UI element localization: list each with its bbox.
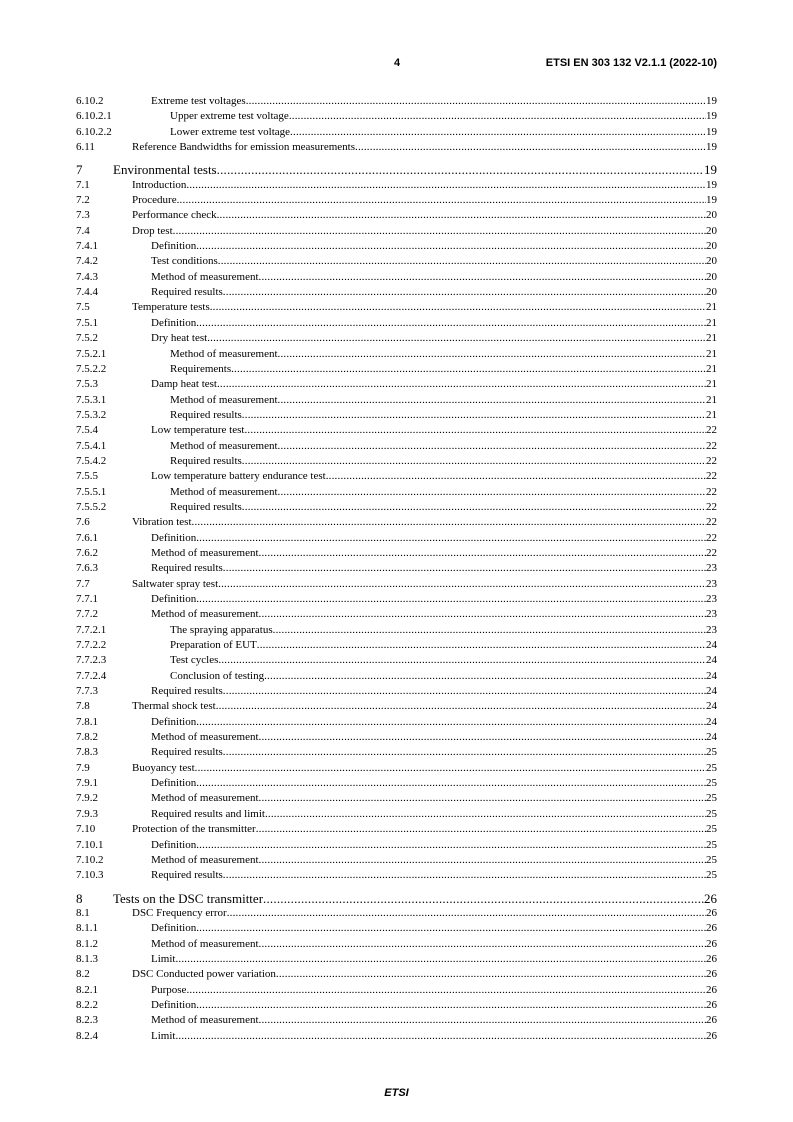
toc-entry[interactable]: 8.1 DSC Frequency error ..... 26 xyxy=(76,906,717,921)
toc-entry-title: Definition xyxy=(151,240,197,253)
toc-dot-leader xyxy=(263,891,704,906)
toc-entry-page: 21 xyxy=(706,301,717,314)
toc-dot-leader xyxy=(326,469,706,484)
toc-entry-page: 26 xyxy=(706,968,717,981)
toc-entry[interactable]: 7.4.1 Definition ..... 20 xyxy=(76,239,717,254)
toc-dot-leader xyxy=(186,983,706,998)
toc-entry-title: Environmental tests xyxy=(113,162,217,178)
toc-entry-title: Dry heat test xyxy=(151,332,208,345)
toc-dot-leader xyxy=(196,316,706,331)
toc-entry-title: Required results and limit xyxy=(151,807,265,820)
toc-dot-leader xyxy=(256,822,706,837)
toc-dot-leader xyxy=(259,791,706,806)
toc-entry-page: 22 xyxy=(706,485,717,498)
toc-dot-leader xyxy=(217,377,706,392)
toc-entry[interactable]: 7.2 Procedure ..... 19 xyxy=(76,193,717,208)
toc-dot-leader xyxy=(192,515,706,530)
toc-entry-title: Required results xyxy=(151,562,223,575)
footer-etsi: ETSI xyxy=(384,1087,409,1099)
toc-entry[interactable]: 7.5.3.1 Method of measurement ..... 21 xyxy=(76,393,717,408)
toc-dot-leader xyxy=(278,439,706,454)
toc-entry-title: The spraying apparatus xyxy=(170,623,273,636)
toc-dot-leader xyxy=(278,485,706,500)
toc-entry[interactable]: 7.8.3 Required results ..... 25 xyxy=(76,745,717,760)
toc-dot-leader xyxy=(223,285,706,300)
toc-dot-leader xyxy=(217,162,704,177)
toc-entry[interactable]: 7.7.2 Method of measurement ..... 23 xyxy=(76,607,717,622)
toc-dot-leader xyxy=(278,347,706,362)
toc-entry[interactable]: 7.8 Thermal shock test ..... 24 xyxy=(76,699,717,714)
toc-entry-page: 22 xyxy=(706,439,717,452)
toc-entry-title: Required results xyxy=(170,454,242,467)
toc-dot-leader xyxy=(276,967,706,982)
toc-entry-page: 20 xyxy=(706,224,717,237)
toc-entry[interactable]: 7.10.1 Definition ..... 25 xyxy=(76,838,717,853)
toc-dot-leader xyxy=(223,868,706,883)
toc-entry-page: 20 xyxy=(706,255,717,268)
toc-entry[interactable]: 6.10.2.1 Upper extreme test voltage ..... 19 xyxy=(76,109,717,124)
toc-entry-page: 25 xyxy=(706,823,717,836)
toc-entry-page: 21 xyxy=(706,362,717,375)
toc-entry[interactable]: 8.2 DSC Conducted power variation ..... 26 xyxy=(76,967,717,982)
toc-dot-leader xyxy=(210,300,706,315)
toc-entry-page: 22 xyxy=(706,424,717,437)
toc-dot-leader xyxy=(223,684,706,699)
toc-dot-leader xyxy=(196,239,706,254)
toc-entry-page: 20 xyxy=(706,209,717,222)
toc-entry-title: Method of measurement xyxy=(151,546,259,559)
toc-entry[interactable]: 7.7.1 Definition ..... 23 xyxy=(76,592,717,607)
toc-entry-page: 19 xyxy=(704,162,717,178)
toc-entry-title: Method of measurement xyxy=(151,270,259,283)
toc-entry[interactable]: 6.10.2 Extreme test voltages ..... 19 xyxy=(76,94,717,109)
toc-entry-page: 24 xyxy=(706,685,717,698)
toc-entry-title: Preparation of EUT xyxy=(170,639,257,652)
toc-dot-leader xyxy=(218,653,706,668)
toc-entry[interactable]: 7.3 Performance check ..... 20 xyxy=(76,208,717,223)
toc-dot-leader xyxy=(186,178,706,193)
toc-dot-leader xyxy=(278,393,706,408)
toc-entry[interactable]: 7.7 Saltwater spray test ..... 23 xyxy=(76,577,717,592)
document-id: ETSI EN 303 132 V2.1.1 (2022-10) xyxy=(545,57,717,69)
toc-entry[interactable]: 7 Environmental tests ..... 19 xyxy=(76,162,717,177)
toc-entry-title: Definition xyxy=(151,777,197,790)
toc-dot-leader xyxy=(177,193,706,208)
toc-entry-title: Limit xyxy=(151,1029,176,1042)
toc-entry-page: 24 xyxy=(706,700,717,713)
toc-entry-page: 19 xyxy=(706,178,717,191)
toc-entry[interactable]: 7.5.3.2 Required results ..... 21 xyxy=(76,408,717,423)
toc-entry-title: Limit xyxy=(151,952,176,965)
toc-entry-page: 19 xyxy=(706,125,717,138)
toc-entry-title: Saltwater spray test xyxy=(132,577,219,590)
toc-entry-title: Method of measurement xyxy=(151,853,259,866)
toc-entry[interactable]: 7.5.5.1 Method of measurement ..... 22 xyxy=(76,485,717,500)
toc-entry-title: Definition xyxy=(151,838,197,851)
toc-dot-leader xyxy=(196,776,706,791)
toc-entry-title: Reference Bandwidths for emission measurements xyxy=(132,141,355,154)
toc-dot-leader xyxy=(227,906,706,921)
toc-dot-leader xyxy=(196,998,706,1013)
toc-entry-page: 24 xyxy=(706,669,717,682)
toc-entry-page: 25 xyxy=(706,792,717,805)
toc-entry[interactable]: 7.6.2 Method of measurement ..... 22 xyxy=(76,546,717,561)
toc-dot-leader xyxy=(259,270,706,285)
toc-entry-page: 25 xyxy=(706,746,717,759)
toc-entry-page: 24 xyxy=(706,639,717,652)
toc-entry-title: Test conditions xyxy=(151,255,218,268)
toc-dot-leader xyxy=(290,125,706,140)
toc-entry-page: 20 xyxy=(706,286,717,299)
toc-dot-leader xyxy=(207,331,706,346)
toc-entry-title: DSC Frequency error xyxy=(132,906,227,919)
toc-entry-title: Definition xyxy=(151,531,197,544)
toc-entry-page: 19 xyxy=(706,95,717,107)
toc-entry[interactable]: 7.5.2.2 Requirements ..... 21 xyxy=(76,362,717,377)
toc-dot-leader xyxy=(195,761,706,776)
toc-entry[interactable]: 7.4.3 Method of measurement ..... 20 xyxy=(76,270,717,285)
table-of-contents xyxy=(76,94,717,1044)
toc-dot-leader xyxy=(175,1029,706,1044)
toc-entry-page: 19 xyxy=(706,110,717,123)
toc-entry[interactable]: 7.9.2 Method of measurement ..... 25 xyxy=(76,791,717,806)
toc-entry-page: 25 xyxy=(706,761,717,774)
toc-entry-title: Protection of the transmitter xyxy=(132,823,256,836)
toc-entry[interactable]: 7.4.4 Required results ..... 20 xyxy=(76,285,717,300)
toc-dot-leader xyxy=(259,937,706,952)
toc-dot-leader xyxy=(173,224,706,239)
toc-entry-page: 20 xyxy=(706,270,717,283)
toc-entry[interactable]: 6.10.2.2 Lower extreme test voltage ..... 19 xyxy=(76,125,717,140)
toc-entry[interactable]: 7.7.2.2 Preparation of EUT ..... 24 xyxy=(76,638,717,653)
toc-dot-leader xyxy=(196,715,706,730)
toc-dot-leader xyxy=(216,699,706,714)
toc-entry-title: Method of measurement xyxy=(170,393,278,406)
toc-entry-title: DSC Conducted power variation xyxy=(132,968,276,981)
toc-entry-page: 22 xyxy=(706,470,717,483)
toc-entry-title: Method of measurement xyxy=(151,608,259,621)
toc-dot-leader xyxy=(257,638,706,653)
toc-entry-page: 25 xyxy=(706,853,717,866)
toc-entry-title: Temperature tests xyxy=(132,301,210,314)
toc-dot-leader xyxy=(231,362,706,377)
toc-dot-leader xyxy=(355,140,706,155)
toc-dot-leader xyxy=(196,838,706,853)
toc-entry-title: Required results xyxy=(170,408,242,421)
toc-entry-title: Buoyancy test xyxy=(132,761,195,774)
toc-entry[interactable]: 7.5.4.1 Method of measurement ..... 22 xyxy=(76,439,717,454)
toc-entry-page: 21 xyxy=(706,316,717,329)
toc-entry[interactable]: 8.1.3 Limit ..... 26 xyxy=(76,952,717,967)
toc-entry-title: Performance check xyxy=(132,209,217,222)
toc-dot-leader xyxy=(218,254,706,269)
toc-entry[interactable]: 7.9 Buoyancy test ..... 25 xyxy=(76,761,717,776)
toc-entry-title: Required results xyxy=(151,869,223,882)
toc-entry-page: 26 xyxy=(706,983,717,996)
toc-entry[interactable]: 7.4 Drop test ..... 20 xyxy=(76,224,717,239)
toc-entry[interactable]: 8 Tests on the DSC transmitter ..... 26 xyxy=(76,891,717,906)
toc-entry-page: 24 xyxy=(706,654,717,667)
toc-entry-page: 22 xyxy=(706,531,717,544)
toc-entry[interactable]: 7.4.2 Test conditions ..... 20 xyxy=(76,254,717,269)
toc-entry-title: Method of measurement xyxy=(151,1014,259,1027)
toc-entry-title: Drop test xyxy=(132,224,173,237)
toc-entry-title: Test cycles xyxy=(170,654,219,667)
toc-dot-leader xyxy=(242,500,706,515)
toc-entry-page: 23 xyxy=(706,623,717,636)
toc-entry-page: 21 xyxy=(706,393,717,406)
toc-dot-leader xyxy=(244,423,706,438)
toc-entry-page: 20 xyxy=(706,240,717,253)
toc-entry[interactable]: 7.10 Protection of the transmitter ..... 25 xyxy=(76,822,717,837)
toc-entry-title: Method of measurement xyxy=(170,347,278,360)
toc-entry-title: Method of measurement xyxy=(170,485,278,498)
toc-entry-title: Definition xyxy=(151,922,197,935)
toc-entry[interactable]: 7.5.2.1 Method of measurement ..... 21 xyxy=(76,347,717,362)
toc-entry-title: Tests on the DSC transmitter xyxy=(113,890,264,906)
toc-entry-page: 23 xyxy=(706,593,717,605)
toc-entry[interactable]: 7.9.1 Definition ..... 25 xyxy=(76,776,717,791)
toc-entry-title: Definition xyxy=(151,998,197,1011)
toc-entry[interactable]: 7.5.2 Dry heat test ..... 21 xyxy=(76,331,717,346)
toc-entry-page: 26 xyxy=(706,1029,717,1042)
toc-dot-leader xyxy=(223,745,706,760)
toc-entry-page: 24 xyxy=(706,715,717,728)
toc-dot-leader xyxy=(289,109,706,124)
toc-entry[interactable]: 8.2.3 Method of measurement ..... 26 xyxy=(76,1013,717,1028)
toc-entry-title: Requirements xyxy=(170,362,232,375)
toc-entry[interactable]: 8.2.2 Definition ..... 26 xyxy=(76,998,717,1013)
toc-dot-leader xyxy=(273,623,706,638)
toc-entry-page: 22 xyxy=(706,516,717,529)
toc-entry[interactable]: 7.8.1 Definition ..... 24 xyxy=(76,715,717,730)
toc-dot-leader xyxy=(242,454,706,469)
toc-entry[interactable]: 8.2.4 Limit ..... 26 xyxy=(76,1029,717,1044)
toc-entry[interactable]: 7.7.3 Required results ..... 24 xyxy=(76,684,717,699)
toc-entry-title: Low temperature test xyxy=(151,424,245,437)
toc-entry-title: Definition xyxy=(151,316,197,329)
toc-entry[interactable]: 7.8.2 Method of measurement ..... 24 xyxy=(76,730,717,745)
toc-entry-title: Required results xyxy=(151,685,223,698)
toc-entry[interactable]: 7.1 Introduction ..... 19 xyxy=(76,178,717,193)
toc-entry-page: 24 xyxy=(706,731,717,744)
toc-entry[interactable]: 8.2.1 Purpose ..... 26 xyxy=(76,983,717,998)
toc-entry[interactable]: 7.6 Vibration test ..... 22 xyxy=(76,515,717,530)
toc-dot-leader xyxy=(223,561,706,576)
toc-dot-leader xyxy=(264,669,706,684)
toc-entry[interactable]: 6.11 Reference Bandwidths for emission measurements ..... 19 xyxy=(76,140,717,155)
toc-entry[interactable]: 7.5.5.2 Required results ..... 22 xyxy=(76,500,717,515)
toc-entry[interactable]: 7.10.3 Required results ..... 25 xyxy=(76,868,717,883)
toc-entry-page: 22 xyxy=(706,546,717,559)
toc-entry[interactable]: 7.5.5 Low temperature battery endurance test ..... 22 xyxy=(76,469,717,484)
toc-entry-title: Method of measurement xyxy=(151,937,259,950)
toc-entry-page: 21 xyxy=(706,347,717,360)
toc-dot-leader xyxy=(259,730,706,745)
toc-dot-leader xyxy=(242,408,706,423)
toc-entry[interactable]: 7.5 Temperature tests ..... 21 xyxy=(76,300,717,315)
toc-entry-title: Conclusion of testing xyxy=(170,669,265,682)
toc-entry-title: Purpose xyxy=(151,983,187,996)
toc-entry[interactable]: 7.6.3 Required results ..... 23 xyxy=(76,561,717,576)
toc-entry-page: 19 xyxy=(706,141,717,154)
toc-dot-leader xyxy=(259,1013,706,1028)
toc-entry[interactable]: 7.7.2.4 Conclusion of testing ..... 24 xyxy=(76,669,717,684)
toc-entry-title: Required results xyxy=(151,746,223,759)
toc-entry[interactable]: 7.5.4 Low temperature test ..... 22 xyxy=(76,423,717,438)
toc-dot-leader xyxy=(259,607,706,622)
toc-entry-title: Definition xyxy=(151,593,197,605)
toc-entry-title: Thermal shock test xyxy=(132,700,216,713)
toc-entry-page: 26 xyxy=(706,906,717,919)
toc-entry[interactable]: 7.5.4.2 Required results ..... 22 xyxy=(76,454,717,469)
toc-entry[interactable]: 7.9.3 Required results and limit ..... 25 xyxy=(76,807,717,822)
toc-dot-leader xyxy=(259,853,706,868)
toc-entry-page: 23 xyxy=(706,608,717,621)
toc-entry[interactable]: 7.7.2.1 The spraying apparatus ..... 23 xyxy=(76,623,717,638)
page-number: 4 xyxy=(393,57,401,69)
toc-entry-page: 21 xyxy=(706,332,717,345)
toc-entry-page: 22 xyxy=(706,454,717,467)
toc-entry[interactable]: 7.6.1 Definition ..... 22 xyxy=(76,531,717,546)
toc-entry-title: Required results xyxy=(170,500,242,513)
toc-entry-page: 23 xyxy=(706,562,717,575)
toc-entry-page: 26 xyxy=(706,1014,717,1027)
toc-entry-page: 26 xyxy=(706,952,717,965)
toc-entry-page: 26 xyxy=(706,937,717,950)
toc-dot-leader xyxy=(218,577,706,592)
toc-entry[interactable]: 8.1.2 Method of measurement ..... 26 xyxy=(76,937,717,952)
toc-entry-page: 22 xyxy=(706,500,717,513)
toc-entry-page: 19 xyxy=(706,194,717,207)
toc-dot-leader xyxy=(196,592,706,607)
toc-dot-leader xyxy=(265,807,706,822)
toc-entry[interactable]: 7.5.1 Definition ..... 21 xyxy=(76,316,717,331)
toc-entry-title: Method of measurement xyxy=(151,792,259,805)
toc-entry[interactable]: 8.1.1 Definition ..... 26 xyxy=(76,921,717,936)
toc-entry-page: 23 xyxy=(706,577,717,590)
toc-entry-page: 26 xyxy=(706,998,717,1011)
toc-entry-page: 21 xyxy=(706,378,717,391)
toc-dot-leader xyxy=(175,952,706,967)
toc-entry-title: Definition xyxy=(151,715,197,728)
toc-entry-title: Introduction xyxy=(132,178,187,191)
toc-dot-leader xyxy=(246,94,706,109)
toc-entry-title: Upper extreme test voltage xyxy=(170,110,289,123)
toc-entry-page: 25 xyxy=(706,869,717,882)
toc-entry-title: Damp heat test xyxy=(151,378,217,391)
toc-entry[interactable]: 7.5.3 Damp heat test ..... 21 xyxy=(76,377,717,392)
toc-entry-title: Required results xyxy=(151,286,223,299)
toc-dot-leader xyxy=(196,531,706,546)
toc-entry-title: Vibration test xyxy=(132,516,192,529)
toc-dot-leader xyxy=(259,546,706,561)
toc-entry-title: Lower extreme test voltage xyxy=(170,125,291,138)
toc-entry-page: 25 xyxy=(706,838,717,851)
toc-entry-title: Procedure xyxy=(132,194,177,207)
toc-entry-title: Method of measurement xyxy=(170,439,278,452)
toc-entry[interactable]: 7.10.2 Method of measurement ..... 25 xyxy=(76,853,717,868)
toc-entry-page: 26 xyxy=(704,890,717,906)
toc-entry-title: Low temperature battery endurance test xyxy=(151,470,326,483)
toc-entry-page: 25 xyxy=(706,807,717,820)
toc-entry-page: 21 xyxy=(706,408,717,421)
toc-entry[interactable]: 7.7.2.3 Test cycles ..... 24 xyxy=(76,653,717,668)
toc-dot-leader xyxy=(196,921,706,936)
toc-entry-title: Method of measurement xyxy=(151,731,259,744)
toc-entry-title: Extreme test voltages xyxy=(151,95,246,107)
toc-entry-page: 26 xyxy=(706,922,717,935)
toc-dot-leader xyxy=(217,208,706,223)
toc-entry-page: 25 xyxy=(706,777,717,790)
